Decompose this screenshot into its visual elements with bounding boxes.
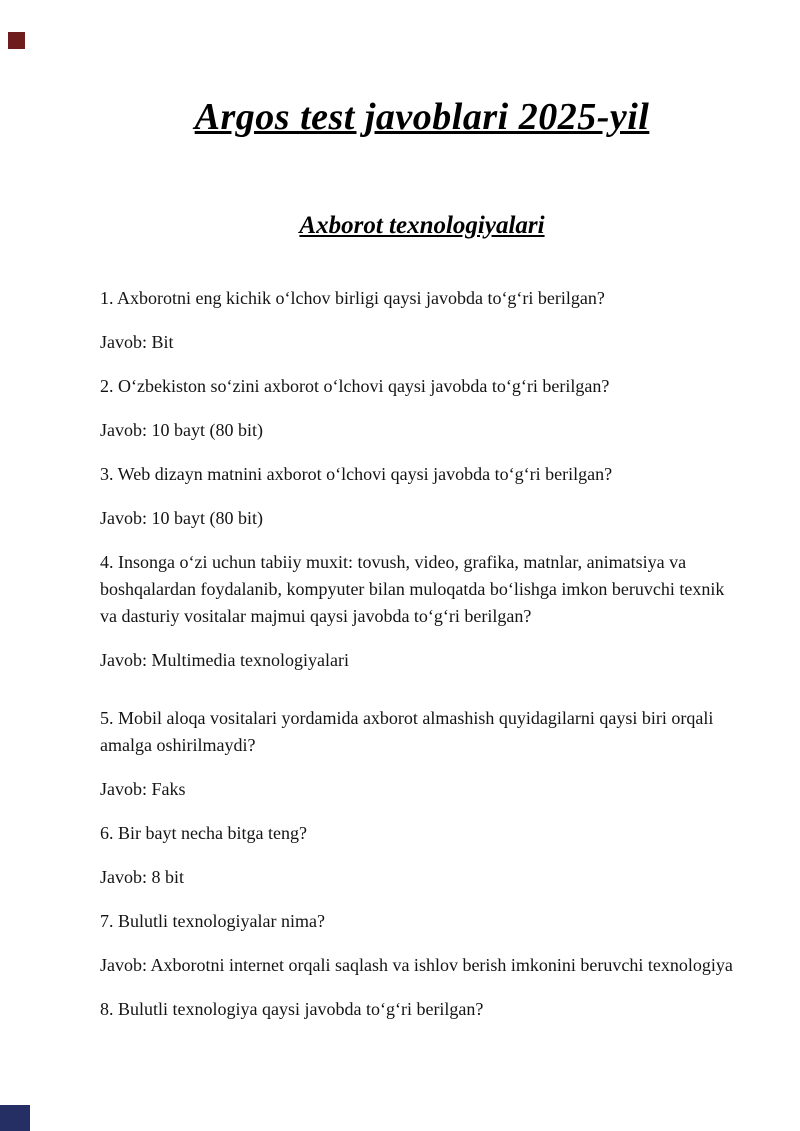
question-text: 6. Bir bayt necha bitga teng? xyxy=(100,822,307,843)
page-title: Argos test javoblari 2025-yil xyxy=(194,96,650,138)
qa-list xyxy=(100,285,744,1023)
answer-text: Javob: Faks xyxy=(100,778,186,799)
question-text: 1. Axborotni eng kichik o‘lchov birligi qaysi javobda to‘g‘ri berilgan? xyxy=(100,287,605,308)
bottom-left-navy-corner-mark xyxy=(0,1105,30,1131)
answer-text: Javob: 10 bayt (80 bit) xyxy=(100,419,263,440)
question-text: 5. Mobil aloqa vositalari yordamida axborot almashish quyidagilarni qaysi biri orqali amalga oshirilmaydi? xyxy=(100,707,714,755)
top-left-red-corner-mark xyxy=(8,32,25,49)
question-text: 4. Insonga o‘zi uchun tabiiy muxit: tovush, video, grafika, matnlar, animatsiya va boshqalardan foydalanib, kompyuter bilan muloqatda bo‘lishga imkon beruvchi texnik va dasturiy vositalar majmui qaysi javobda to‘g‘ri berilgan? xyxy=(100,551,725,626)
section-title: Axborot texnologiyalari xyxy=(299,211,545,239)
answer-text: Javob: 8 bit xyxy=(100,866,184,887)
answer-text: Javob: 10 bayt (80 bit) xyxy=(100,507,263,528)
answer-text: Javob: Axborotni internet orqali saqlash va ishlov berish imkonini beruvchi texnologiya xyxy=(100,954,733,975)
answer-text: Javob: Multimedia texnologiyalari xyxy=(100,649,349,670)
question-text: 8. Bulutli texnologiya qaysi javobda to‘g‘ri berilgan? xyxy=(100,998,484,1019)
question-text: 3. Web dizayn matnini axborot o‘lchovi qaysi javobda to‘g‘ri berilgan? xyxy=(100,463,613,484)
question-text: 2. O‘zbekiston so‘zini axborot o‘lchovi qaysi javobda to‘g‘ri berilgan? xyxy=(100,375,610,396)
answer-text: Javob: Bit xyxy=(100,331,174,352)
question-text: 7. Bulutli texnologiyalar nima? xyxy=(100,910,325,931)
